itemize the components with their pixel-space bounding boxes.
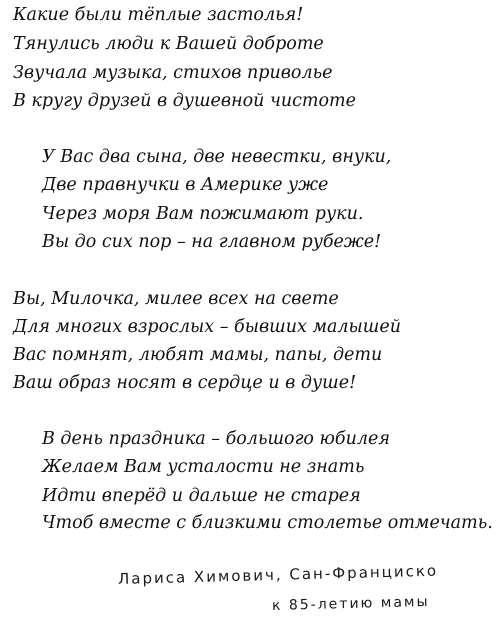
signature-author: Лариса Химович, Сан-Франциско — [117, 561, 439, 588]
signature-dedication: к 85-летию мамы — [271, 593, 430, 614]
poem-line: Вы до сих пор – на главном рубеже! — [42, 232, 382, 252]
poem-line: Для многих взрослых – бывших малышей — [13, 317, 401, 337]
poem-line: Идти вперёд и дальше не старея — [42, 486, 361, 506]
poem-line: Через моря Вам пожимают руки. — [42, 204, 364, 224]
poem-line: Желаем Вам усталости не знать — [42, 457, 365, 477]
poem-line: Какие были тёплые застолья! — [13, 5, 304, 25]
poem-line: Вас помнят, любят мамы, папы, дети — [13, 345, 383, 365]
poem-line: Две правнучки в Америке уже — [42, 175, 329, 195]
poem-line: Тянулись люди к Вашей доброте — [13, 34, 324, 54]
poem-line: Вы, Милочка, милее всех на свете — [13, 289, 339, 309]
poem-line: Чтоб вместе с близкими столетье отмечать. — [42, 513, 493, 533]
poem-line: Ваш образ носят в сердце и в душе! — [13, 373, 357, 393]
poem-line: Звучала музыка, стихов приволье — [13, 63, 333, 83]
handwritten-signature — [0, 560, 500, 637]
poem-line: В день праздника – большого юбилея — [42, 429, 390, 449]
poem-line: У Вас два сына, две невестки, внуки, — [42, 147, 392, 167]
poem-line: В кругу друзей в душевной чистоте — [13, 91, 357, 111]
